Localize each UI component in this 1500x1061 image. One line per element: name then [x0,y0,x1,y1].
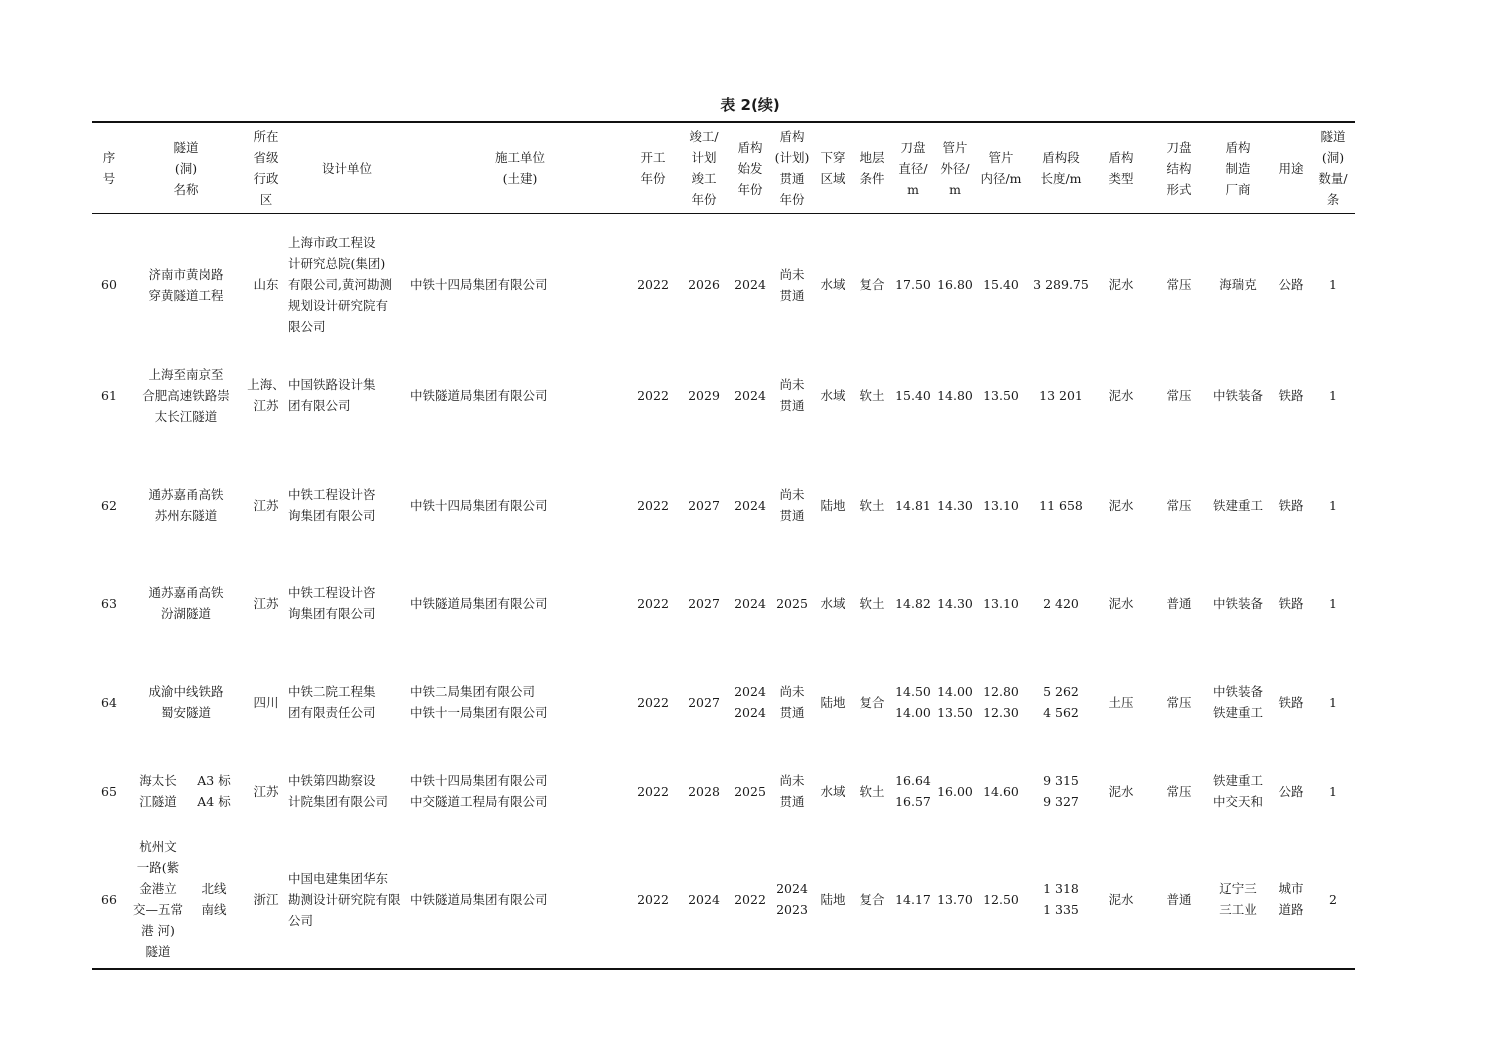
cell-segment-inner: 12.50 [983,891,1019,907]
cell-construction-unit: 中铁十四局集团有限公司 中交隧道工程局有限公司 [410,773,548,809]
cell-completion-year: 2024 [688,891,720,907]
cell-segment-outer: 14.00 13.50 [937,684,973,720]
header-seq: 序 号 [102,150,116,186]
cell-design-unit: 中国铁路设计集 团有限公司 [288,377,376,413]
cell-seq: 65 [101,783,117,799]
cell-cutter-diameter: 14.17 [895,891,931,907]
cell-segment-inner: 13.10 [983,595,1019,611]
cell-design-unit: 中铁工程设计咨 询集团有限公司 [288,487,376,523]
cell-shield-type: 泥水 [1108,595,1134,611]
cell-tunnel-name: 济南市黄岗路 穿黄隧道工程 [148,266,224,303]
cell-start-year: 2022 [637,783,669,799]
cell-launch-year: 2024 [734,387,766,403]
cell-shield-type: 泥水 [1108,497,1134,513]
cell-segment-inner: 14.60 [983,783,1019,799]
cell-stratum: 复合 [859,891,885,907]
cell-shield-length: 11 658 [1039,497,1083,513]
cell-seq: 64 [101,694,117,710]
cell-start-year: 2022 [637,595,669,611]
cell-start-year: 2022 [637,497,669,513]
cell-launch-year: 2024 [734,595,766,611]
header-launch-year: 盾构 始发 年份 [737,139,763,197]
cell-completion-year: 2026 [688,277,720,292]
header-tunnel-name: 隧道 (洞) 名称 [173,139,199,197]
cell-cutter-structure: 常压 [1166,694,1192,710]
header-rule [92,213,1355,214]
cell-launch-year: 2024 [734,277,766,292]
cell-stratum: 复合 [859,694,885,710]
cell-launch-year: 2025 [734,783,766,799]
cell-segment-outer: 16.00 [937,783,973,799]
cell-province: 江苏 [253,497,279,513]
tunnel-name-main: 杭州文 一路(紫 金港立 交—五常 港 河) 隧道 [132,839,183,959]
cell-usage: 城市 道路 [1278,881,1304,917]
cell-breakthrough-year: 尚未 贯通 [779,266,805,303]
cell-crossing-area: 水域 [820,277,846,292]
cell-construction-unit: 中铁隧道局集团有限公司 [410,595,548,611]
cell-design-unit: 中铁第四勘察设 计院集团有限公司 [288,773,389,809]
cell-cutter-structure: 常压 [1166,783,1192,799]
cell-cutter-diameter: 16.64 16.57 [895,773,931,809]
cell-tunnel-name: 成渝中线铁路 蜀安隧道 [148,684,224,720]
header-crossing-area: 下穿 区域 [820,150,846,186]
cell-start-year: 2022 [637,277,669,292]
cell-shield-type: 泥水 [1108,277,1134,292]
cell-manufacturer: 铁建重工 [1212,497,1263,513]
header-stratum: 地层 条件 [859,150,885,186]
cell-cutter-diameter: 15.40 [895,387,931,403]
cell-shield-length: 9 315 9 327 [1043,773,1079,809]
header-cutter-diameter: 刀盘 直径/ m [898,139,928,197]
cell-segment-outer: 14.30 [937,497,973,513]
cell-seq: 63 [101,595,117,611]
cell-construction-unit: 中铁二局集团有限公司 中铁十一局集团有限公司 [410,684,548,720]
cell-cutter-structure: 常压 [1166,497,1192,513]
tunnel-name-section: 北线 南线 [201,881,227,917]
cell-usage: 铁路 [1278,387,1304,403]
cell-manufacturer: 中铁装备 [1212,387,1263,403]
cell-segment-inner: 15.40 [983,277,1019,292]
cell-usage: 公路 [1278,277,1304,292]
cell-shield-type: 泥水 [1108,891,1134,907]
cell-launch-year: 2024 [734,497,766,513]
cell-tunnel-name [130,831,242,967]
cell-tunnel-name [130,749,242,833]
cell-seq: 62 [101,497,117,513]
cell-design-unit: 中国电建集团华东 勘测设计研究院有限 公司 [288,870,401,928]
cell-tunnel-count: 2 [1329,891,1337,907]
cell-province: 四川 [253,694,279,710]
cell-seq: 61 [101,387,117,403]
header-start-year: 开工 年份 [640,150,666,186]
cell-start-year: 2022 [637,694,669,710]
cell-stratum: 软土 [859,595,885,611]
cell-design-unit: 中铁二院工程集 团有限责任公司 [288,684,376,720]
cell-stratum: 软土 [859,387,885,403]
cell-tunnel-name: 通苏嘉甬高铁 汾湖隧道 [148,585,224,621]
cell-segment-inner: 12.80 12.30 [983,684,1019,720]
cell-tunnel-count: 1 [1329,497,1337,513]
cell-completion-year: 2028 [688,783,720,799]
header-shield-length: 盾构段 长度/m [1040,150,1082,186]
cell-cutter-structure: 普通 [1166,595,1192,611]
cell-shield-length: 3 289.75 [1033,277,1089,292]
cell-cutter-structure: 常压 [1166,387,1192,403]
cell-cutter-structure: 普通 [1166,891,1192,907]
cell-segment-inner: 13.10 [983,497,1019,513]
cell-province: 山东 [253,277,279,292]
cell-province: 江苏 [253,783,279,799]
cell-segment-outer: 14.30 [937,595,973,611]
header-cutter-structure: 刀盘 结构 形式 [1166,139,1192,197]
cell-tunnel-count: 1 [1329,387,1337,403]
cell-manufacturer: 中铁装备 铁建重工 [1212,684,1263,720]
cell-cutter-diameter: 14.50 14.00 [895,684,931,720]
cell-seq: 60 [101,277,117,292]
cell-manufacturer: 辽宁三 三工业 [1219,881,1257,917]
cell-launch-year: 2022 [734,891,766,907]
bottom-rule [92,968,1355,970]
cell-shield-length: 5 262 4 562 [1043,684,1079,720]
table-caption: 表 2(续) [720,96,780,114]
cell-manufacturer: 海瑞克 [1219,277,1257,292]
cell-construction-unit: 中铁隧道局集团有限公司 [410,387,548,403]
cell-cutter-structure: 常压 [1166,277,1192,292]
cell-seq: 66 [101,891,117,907]
cell-start-year: 2022 [637,387,669,403]
cell-crossing-area: 水域 [820,595,846,611]
cell-cutter-diameter: 14.82 [895,595,931,611]
cell-province: 江苏 [253,595,279,611]
header-design-unit: 设计单位 [321,160,372,176]
cell-segment-outer: 16.80 [937,277,973,292]
cell-segment-outer: 13.70 [937,891,973,907]
cell-construction-unit: 中铁隧道局集团有限公司 [410,891,548,907]
header-shield-type: 盾构 类型 [1108,150,1134,186]
cell-province: 上海、 江苏 [247,377,285,413]
cell-usage: 铁路 [1278,694,1304,710]
cell-shield-type: 土压 [1108,694,1134,710]
cell-stratum: 复合 [859,277,885,292]
cell-completion-year: 2027 [688,497,720,513]
header-segment-outer: 管片 外径/ m [940,139,970,197]
cell-shield-type: 泥水 [1108,387,1134,403]
cell-province: 浙江 [253,891,279,907]
cell-manufacturer: 铁建重工 中交天和 [1212,773,1263,809]
header-manufacturer: 盾构 制造 厂商 [1225,139,1251,197]
cell-shield-length: 1 318 1 335 [1043,881,1079,917]
cell-breakthrough-year: 2025 [776,595,808,611]
cell-breakthrough-year: 尚未 贯通 [779,487,805,523]
tunnel-name-section: A3 标 A4 标 [197,773,231,809]
cell-shield-type: 泥水 [1108,783,1134,799]
header-breakthrough-year: 盾构 (计划) 贯通 年份 [774,129,810,207]
cell-completion-year: 2027 [688,595,720,611]
cell-tunnel-count: 1 [1329,694,1337,710]
tunnel-name-main: 海太长 江隧道 [139,773,177,809]
cell-cutter-diameter: 14.81 [895,497,931,513]
cell-cutter-diameter: 17.50 [895,277,931,292]
cell-segment-inner: 13.50 [983,387,1019,403]
cell-crossing-area: 水域 [820,387,846,403]
cell-construction-unit: 中铁十四局集团有限公司 [410,277,548,292]
cell-tunnel-count: 1 [1329,595,1337,611]
cell-tunnel-name: 上海至南京至 合肥高速铁路崇 太长江隧道 [142,366,230,424]
cell-usage: 公路 [1278,783,1304,799]
cell-stratum: 软土 [859,497,885,513]
cell-shield-length: 2 420 [1043,595,1079,611]
cell-design-unit: 中铁工程设计咨 询集团有限公司 [288,585,376,621]
cell-crossing-area: 水域 [820,783,846,799]
header-province: 所在 省级 行政 区 [253,129,279,207]
header-construction-unit: 施工单位 (土建) [494,150,545,186]
header-segment-inner: 管片 内径/m [980,150,1022,186]
cell-usage: 铁路 [1278,595,1304,611]
cell-crossing-area: 陆地 [820,497,846,513]
cell-tunnel-name: 通苏嘉甬高铁 苏州东隧道 [148,487,224,523]
header-usage: 用途 [1278,160,1304,176]
cell-launch-year: 2024 2024 [734,684,766,720]
header-completion-year: 竣工/ 计划 竣工 年份 [689,129,719,207]
cell-stratum: 软土 [859,783,885,799]
cell-breakthrough-year: 尚未 贯通 [779,773,805,809]
cell-usage: 铁路 [1278,497,1304,513]
cell-breakthrough-year: 2024 2023 [776,881,808,917]
cell-start-year: 2022 [637,891,669,907]
cell-tunnel-count: 1 [1329,783,1337,799]
cell-shield-length: 13 201 [1039,387,1083,403]
header-tunnel-count: 隧道 (洞) 数量/ 条 [1318,129,1348,207]
cell-manufacturer: 中铁装备 [1212,595,1263,611]
cell-segment-outer: 14.80 [937,387,973,403]
cell-crossing-area: 陆地 [820,694,846,710]
cell-construction-unit: 中铁十四局集团有限公司 [410,497,548,513]
cell-design-unit: 上海市政工程设 计研究总院(集团) 有限公司,黄河勘测 规划设计研究院有 限公司 [288,235,392,334]
cell-breakthrough-year: 尚未 贯通 [779,377,805,413]
cell-completion-year: 2027 [688,694,720,710]
cell-breakthrough-year: 尚未 贯通 [779,684,805,720]
cell-tunnel-count: 1 [1329,277,1337,292]
cell-crossing-area: 陆地 [820,891,846,907]
cell-completion-year: 2029 [688,387,720,403]
